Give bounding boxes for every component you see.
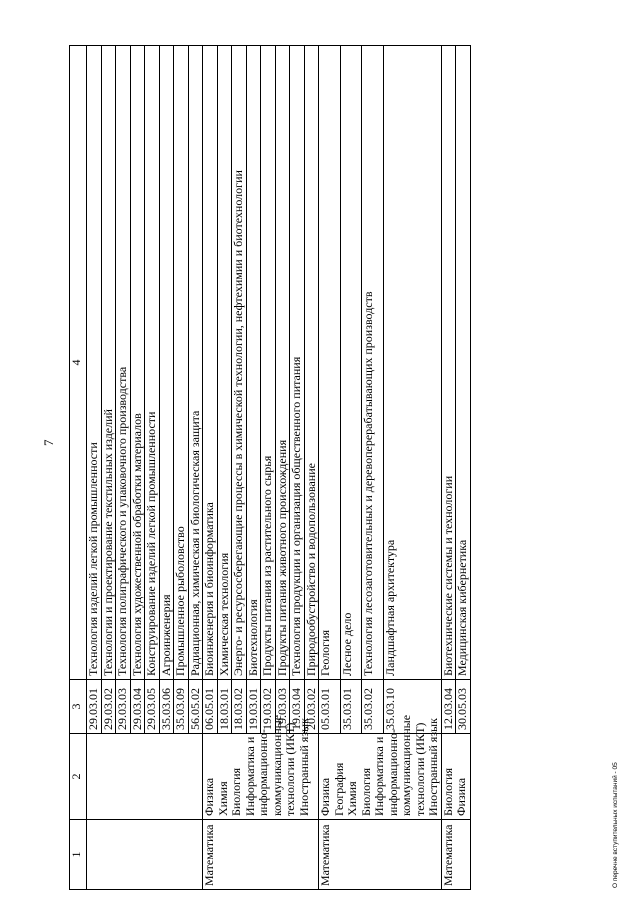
exams-cell <box>202 714 319 820</box>
program-code: 19.03.04 <box>290 680 305 734</box>
program-name: Технология изделий легкой промышленности <box>87 46 102 680</box>
program-code: 35.03.01 <box>340 680 362 734</box>
program-name: Технология лесозаготовительных и деревоперерабатывающих производств <box>362 46 384 680</box>
exam-item: технологии (ИКТ) <box>412 722 427 816</box>
program-code: 29.03.03 <box>116 680 131 734</box>
exam-item: Иностранный язык <box>296 718 311 816</box>
exam-table <box>69 45 471 890</box>
program-name: Биотехнические системы и технологии <box>441 46 456 680</box>
exams-cell <box>441 734 470 820</box>
exam-item: Химия <box>215 781 230 816</box>
table-row <box>203 46 218 890</box>
exam-item: технологии (ИКТ) <box>283 722 297 816</box>
rotated-table-container <box>69 45 589 890</box>
program-code: 06.05.01 <box>203 680 218 734</box>
exam-item: География <box>331 762 346 816</box>
program-code: 19.03.01 <box>246 680 261 734</box>
program-code: 30.05.03 <box>456 680 471 734</box>
exam-item: Физика <box>454 777 468 816</box>
program-code: 29.03.01 <box>87 680 102 734</box>
subject-cell: Математика <box>441 820 470 890</box>
program-name: Лесное дело <box>340 46 362 680</box>
program-code: 29.03.04 <box>130 680 145 734</box>
program-name: Конструирование изделий легкой промышленности <box>145 46 160 680</box>
program-name: Технология полиграфического и упаковочного производства <box>116 46 131 680</box>
exam-item: Информатика и <box>372 736 386 816</box>
program-name: Радиационная, химическая и биологическая защита <box>188 46 203 680</box>
program-code: 19.03.03 <box>275 680 290 734</box>
program-code: 19.03.02 <box>261 680 276 734</box>
program-name: Продукты питания животного происхождения <box>275 46 290 680</box>
program-code: 05.03.01 <box>319 680 341 734</box>
program-code: 29.03.02 <box>101 680 116 734</box>
program-name: Химическая технология <box>217 46 232 680</box>
subject-cell <box>87 820 203 890</box>
program-code: 12.03.04 <box>441 680 456 734</box>
program-name: Агроинженерия <box>159 46 174 680</box>
exam-item: Информатика и <box>242 736 257 816</box>
exam-item: Биология <box>358 767 373 816</box>
exam-item: информационно- <box>385 729 400 816</box>
program-name: Технологии и проектирование текстильных изделий <box>101 46 116 680</box>
exam-item: Биология <box>229 767 243 816</box>
program-name: Природообустройство и водопользование <box>304 46 319 680</box>
subject-cell: Математика <box>319 820 442 890</box>
col-header-2: 2 <box>70 734 87 820</box>
program-name: Продукты питания из растительного сырья <box>261 46 276 680</box>
program-name: Технология продукции и организация общественного питания <box>290 46 305 680</box>
program-name: Биотехнология <box>246 46 261 680</box>
exam-item: Биология <box>440 767 455 816</box>
program-name: Биоинженерия и биоинформатика <box>203 46 218 680</box>
program-name: Промышленное рыболовство <box>174 46 189 680</box>
exam-item: информационно- <box>256 729 270 816</box>
program-code: 35.03.09 <box>174 680 189 734</box>
exams-cell <box>87 734 203 820</box>
col-header-3: 3 <box>70 680 87 734</box>
program-code: 35.03.02 <box>362 680 384 734</box>
exam-item: Физика <box>318 777 332 816</box>
col-header-4: 4 <box>70 46 87 680</box>
exam-item: Физика <box>202 777 216 816</box>
exam-item: Иностранный язык <box>426 718 440 816</box>
footer-note: О перечне вступительных испытаний - 05 <box>612 762 619 888</box>
col-header-1: 1 <box>70 820 87 890</box>
exam-item: Химия <box>345 781 359 816</box>
exam-item: коммуникационные <box>269 714 284 816</box>
program-name: Медицинская кибернетика <box>456 46 471 680</box>
program-code: 18.03.01 <box>217 680 232 734</box>
exam-item: коммуникационные <box>399 714 413 816</box>
program-name: Геология <box>319 46 341 680</box>
program-name: Ландшафтная архитектура <box>383 46 441 680</box>
page-number: 7 <box>41 439 56 446</box>
program-name: Энерго- и ресурсосберегающие процессы в химической технологии, нефтехимии и биотехнологии <box>232 46 247 680</box>
table-row <box>319 46 341 890</box>
program-code: 20.03.02 <box>304 680 319 734</box>
subject-cell: Математика <box>203 820 319 890</box>
program-name: Технология художественной обработки материалов <box>130 46 145 680</box>
table-row <box>87 46 102 890</box>
program-code: 35.03.10 <box>383 680 441 734</box>
program-code: 18.03.02 <box>232 680 247 734</box>
table-header-row <box>70 46 87 890</box>
table-row <box>441 46 456 890</box>
program-code: 29.03.05 <box>145 680 160 734</box>
program-code: 56.05.02 <box>188 680 203 734</box>
exams-cell <box>318 714 442 820</box>
program-code: 35.03.06 <box>159 680 174 734</box>
